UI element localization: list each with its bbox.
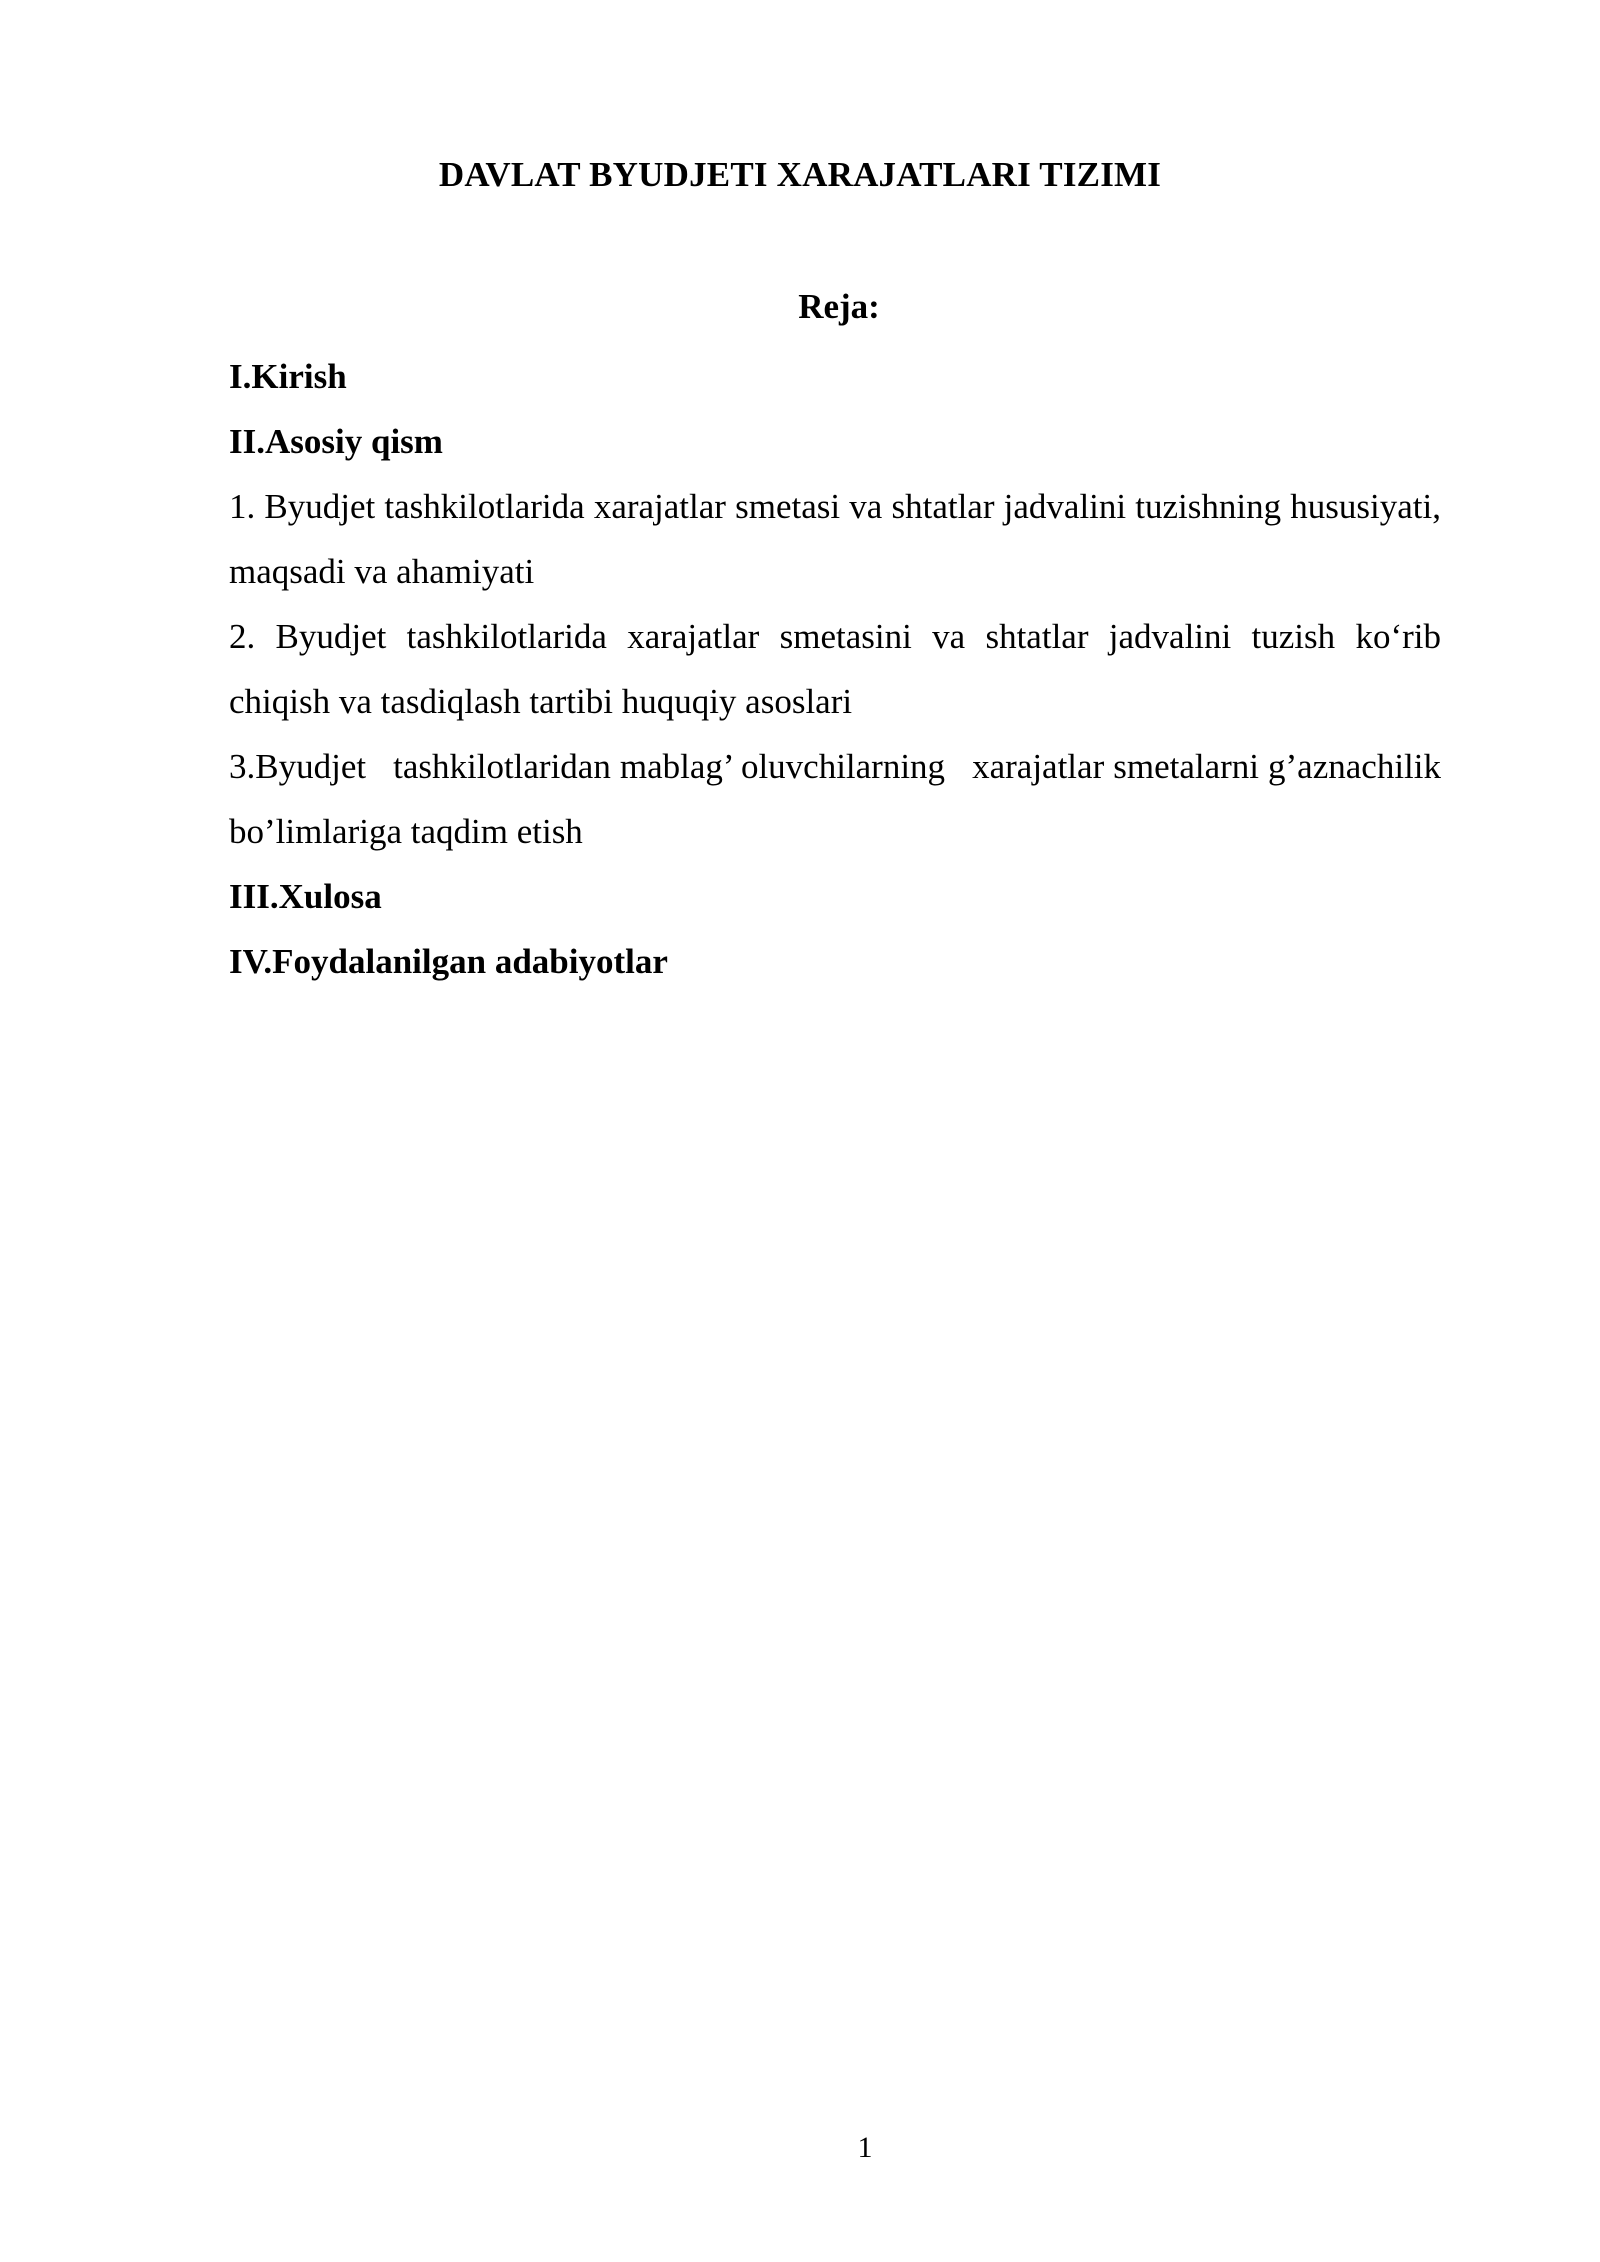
plan-item-1: 1. Byudjet tashkilotlarida xarajatlar smetasi va shtatlar jadvalini tuzishning hususiyati, maqsadi va ahamiyati [229,487,1441,591]
plan-item-2: 2. Byudjet tashkilotlarida xarajatlar smetasini va shtatlar jadvalini tuzish ko‘rib chiqish va tasdiqlash tartibi huquqiy asoslari [229,617,1441,721]
section-conclusion: III.Xulosa [229,877,382,916]
document-title: DAVLAT BYUDJETI XARAJATLARI TIZIMI [438,155,1162,194]
section-main-part: II.Asosiy qism [229,422,443,461]
plan-item-3: 3.Byudjet tashkilotlaridan mablag’ oluvchilarning xarajatlar smetalarni g’aznachilik bo’limlariga taqdim etish [229,747,1459,851]
section-references: IV.Foydalanilgan adabiyotlar [229,942,668,981]
plan-heading: Reja: [798,287,880,326]
section-introduction: I.Kirish [229,357,347,396]
plan-list [229,344,1459,994]
page-number: 1 [857,2131,873,2164]
